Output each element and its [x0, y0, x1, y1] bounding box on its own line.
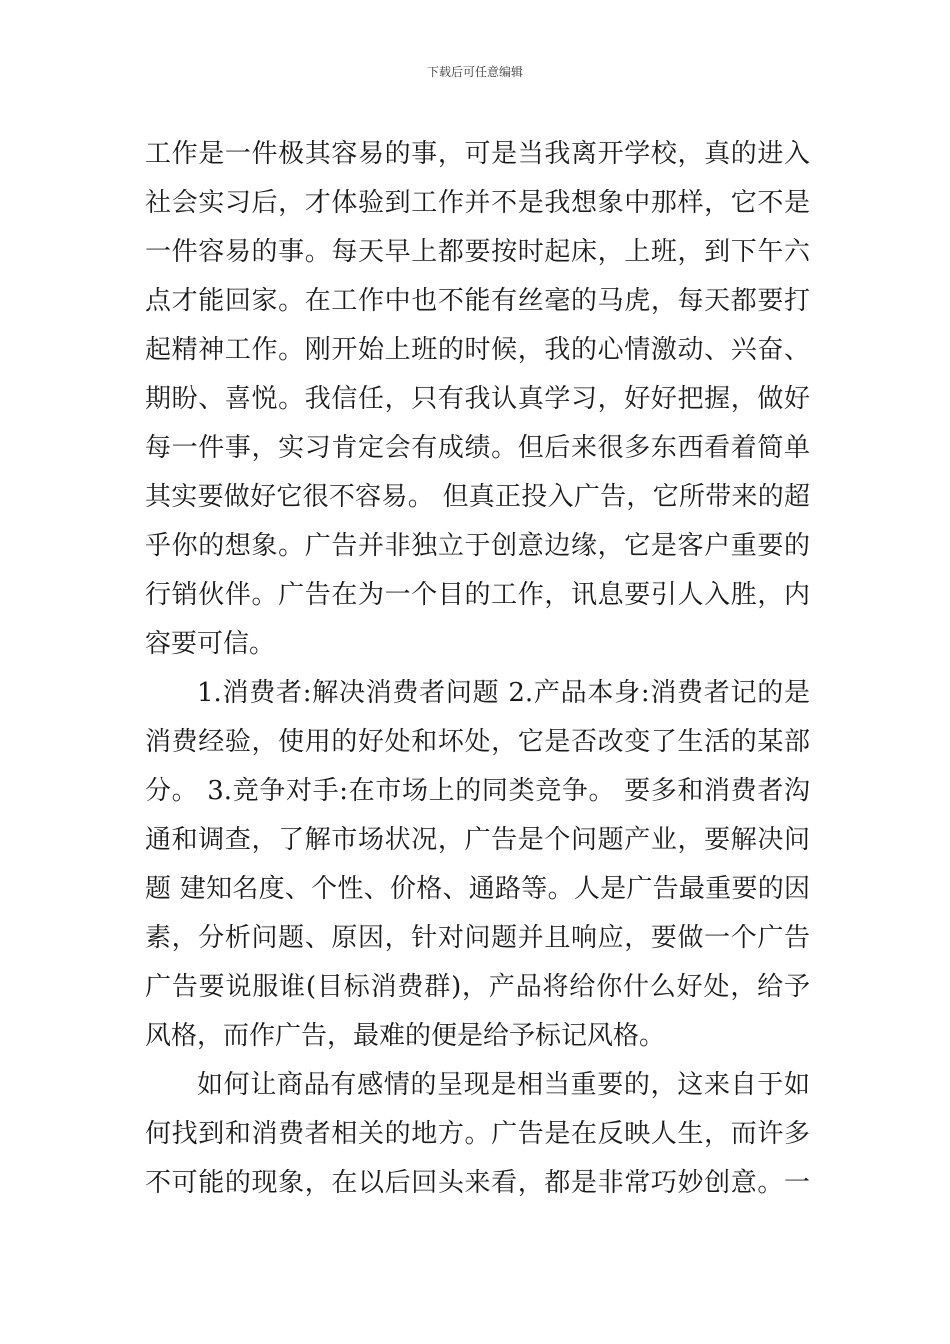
text-line: 通和调查，了解市场状况，广告是个问题产业，要解决问 [145, 825, 810, 855]
text-line: 风格，而作广告，最难的便是给予标记风格。 [145, 1021, 666, 1051]
text-line: 点才能回家。在工作中也不能有丝毫的马虎，每天都要打 [145, 286, 810, 316]
text-line: 何找到和消费者相关的地方。广告是在反映人生，而许多 [145, 1119, 810, 1149]
text-line: 工作是一件极其容易的事，可是当我离开学校，真的进入 [145, 139, 810, 169]
text-line: 素，分析问题、原因，针对问题并且响应，要做一个广告 [145, 923, 810, 953]
text-line: 不可能的现象，在以后回头来看，都是非常巧妙创意。一 [145, 1168, 810, 1198]
text-line: 1.消费者:解决消费者问题 2.产品本身:消费者记的是 [197, 678, 810, 708]
paragraph [145, 1061, 810, 1208]
text-line: 起精神工作。刚开始上班的时候，我的心情激动、兴奋、 [145, 335, 810, 365]
text-line: 广告要说服谁(目标消费群)，产品将给你什么好处，给予 [145, 972, 810, 1002]
document-body [145, 130, 810, 1208]
text-line: 其实要做好它很不容易。 但真正投入广告，它所带来的超 [145, 482, 810, 512]
text-line: 每一件事，实习肯定会有成绩。但后来很多东西看着简单 [145, 433, 810, 463]
text-line: 社会实习后，才体验到工作并不是我想象中那样，它不是 [145, 188, 810, 218]
text-line: 分。 3.竞争对手:在市场上的同类竞争。 要多和消费者沟 [145, 776, 810, 806]
page-header: 下载后可任意编辑 [426, 65, 523, 79]
text-line: 行销伙伴。广告在为一个目的工作，讯息要引人入胜，内 [145, 580, 810, 610]
text-line: 期盼、喜悦。我信任，只有我认真学习，好好把握，做好 [145, 384, 810, 414]
text-line: 消费经验，使用的好处和坏处，它是否改变了生活的某部 [145, 727, 810, 757]
text-line: 容要可信。 [145, 629, 276, 659]
text-line: 乎你的想象。广告并非独立于创意边缘，它是客户重要的 [145, 531, 810, 561]
text-line: 题 建知名度、个性、价格、通路等。人是广告最重要的因 [145, 874, 810, 904]
text-line: 如何让商品有感情的呈现是相当重要的，这来自于如 [197, 1070, 810, 1100]
paragraph [145, 669, 810, 1061]
paragraph [145, 130, 810, 669]
text-line: 一件容易的事。每天早上都要按时起床，上班，到下午六 [145, 237, 810, 267]
